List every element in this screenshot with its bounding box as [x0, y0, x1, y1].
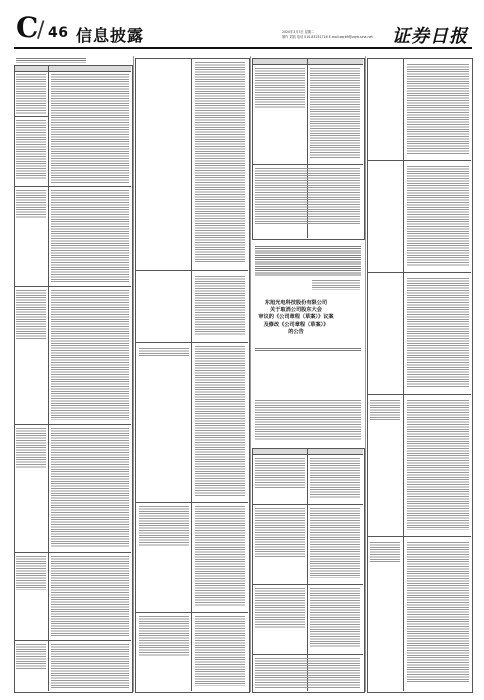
row-divider — [367, 394, 471, 395]
row-divider — [135, 342, 248, 343]
announcement-title-line: 及修改《公司章程（草案）》 — [263, 321, 329, 328]
contact-line: 制作 刘凯 电话 010-83251716 E-mail:zqrb9@zqrb.sina.net — [282, 35, 373, 39]
table-cell — [195, 276, 245, 336]
table-cell — [310, 588, 360, 648]
table-header-row — [15, 66, 131, 72]
row-divider — [135, 270, 248, 271]
table-cell — [310, 68, 360, 158]
table-cell — [51, 428, 129, 548]
column-3 — [252, 56, 364, 692]
row-divider — [252, 164, 363, 165]
table-divider — [48, 65, 49, 691]
header-rule — [14, 47, 472, 49]
column-divider — [133, 56, 134, 692]
stock-code-line — [255, 348, 361, 352]
row-divider — [367, 160, 471, 161]
newspaper-logo: 证券日报 — [392, 26, 468, 47]
row-divider — [367, 536, 471, 537]
table-cell — [310, 458, 360, 498]
row-divider — [14, 186, 131, 187]
column-divider — [250, 56, 251, 692]
table-cell — [51, 644, 129, 688]
table-cell — [195, 616, 245, 686]
table-cell — [407, 166, 469, 266]
table-cell — [370, 542, 400, 562]
table-cell — [255, 168, 360, 224]
table-cell — [139, 506, 189, 546]
announcement-title — [248, 300, 344, 336]
table-cell — [51, 556, 129, 636]
table-cell — [16, 644, 46, 670]
announcement-title-line: 审议的《公司章程（草案）》议案 — [258, 314, 334, 321]
table-cell — [16, 290, 46, 340]
table-cell — [407, 400, 469, 530]
column-divider — [365, 56, 366, 692]
row-divider — [135, 502, 248, 503]
date-line: 2020年3月3日 星期二 — [282, 30, 315, 34]
table-cell — [195, 506, 245, 606]
table-cell — [255, 458, 305, 488]
table-cell — [16, 190, 46, 218]
announcement-title-line: 的公告 — [288, 328, 304, 335]
table-cell — [255, 588, 305, 628]
table-cell — [51, 190, 129, 282]
announcement-title-line: 关于取消公司股东大会 — [270, 307, 322, 314]
table-divider — [403, 58, 404, 691]
row-divider — [14, 640, 131, 641]
table-cell — [51, 74, 129, 184]
section-letter: C — [16, 11, 39, 44]
table-divider — [191, 58, 192, 691]
table-cell — [16, 428, 46, 468]
table-header-row — [253, 449, 363, 455]
table-caption — [16, 58, 86, 63]
table-cell — [255, 508, 305, 558]
table-cell — [370, 400, 400, 420]
table-cell — [16, 556, 46, 590]
column-2 — [135, 56, 249, 692]
table-cell — [310, 508, 360, 578]
page-body — [14, 56, 472, 692]
page-number: 46 — [48, 25, 69, 41]
table-cell — [255, 658, 360, 688]
row-divider — [135, 612, 248, 613]
table-cell — [255, 68, 305, 108]
table-cell — [16, 120, 46, 180]
table-cell — [195, 62, 245, 262]
notice-paragraph — [255, 246, 361, 276]
table-cell — [407, 278, 469, 388]
signature-block — [312, 280, 360, 290]
column-4 — [367, 56, 472, 692]
row-divider — [14, 424, 131, 425]
table-cell — [139, 616, 189, 656]
masthead — [14, 8, 472, 48]
table-cell — [407, 542, 469, 682]
table-cell — [139, 348, 189, 356]
row-divider — [252, 584, 363, 585]
section-title: 信息披露 — [76, 26, 145, 45]
row-divider — [14, 286, 131, 287]
announcement-title-line: 东旭光电科技股份有限公司 — [264, 300, 328, 306]
row-divider — [14, 552, 131, 553]
table-cell — [16, 74, 46, 114]
table-cell — [407, 64, 469, 154]
column-1 — [14, 56, 132, 692]
table-cell — [195, 346, 245, 496]
row-divider — [367, 272, 471, 273]
section-slash-icon: / — [37, 18, 45, 43]
row-divider — [252, 654, 363, 655]
row-divider — [14, 116, 48, 117]
table-cell — [51, 290, 129, 420]
notice-paragraph — [255, 400, 361, 440]
row-divider — [252, 504, 363, 505]
table-header-row — [253, 59, 363, 65]
